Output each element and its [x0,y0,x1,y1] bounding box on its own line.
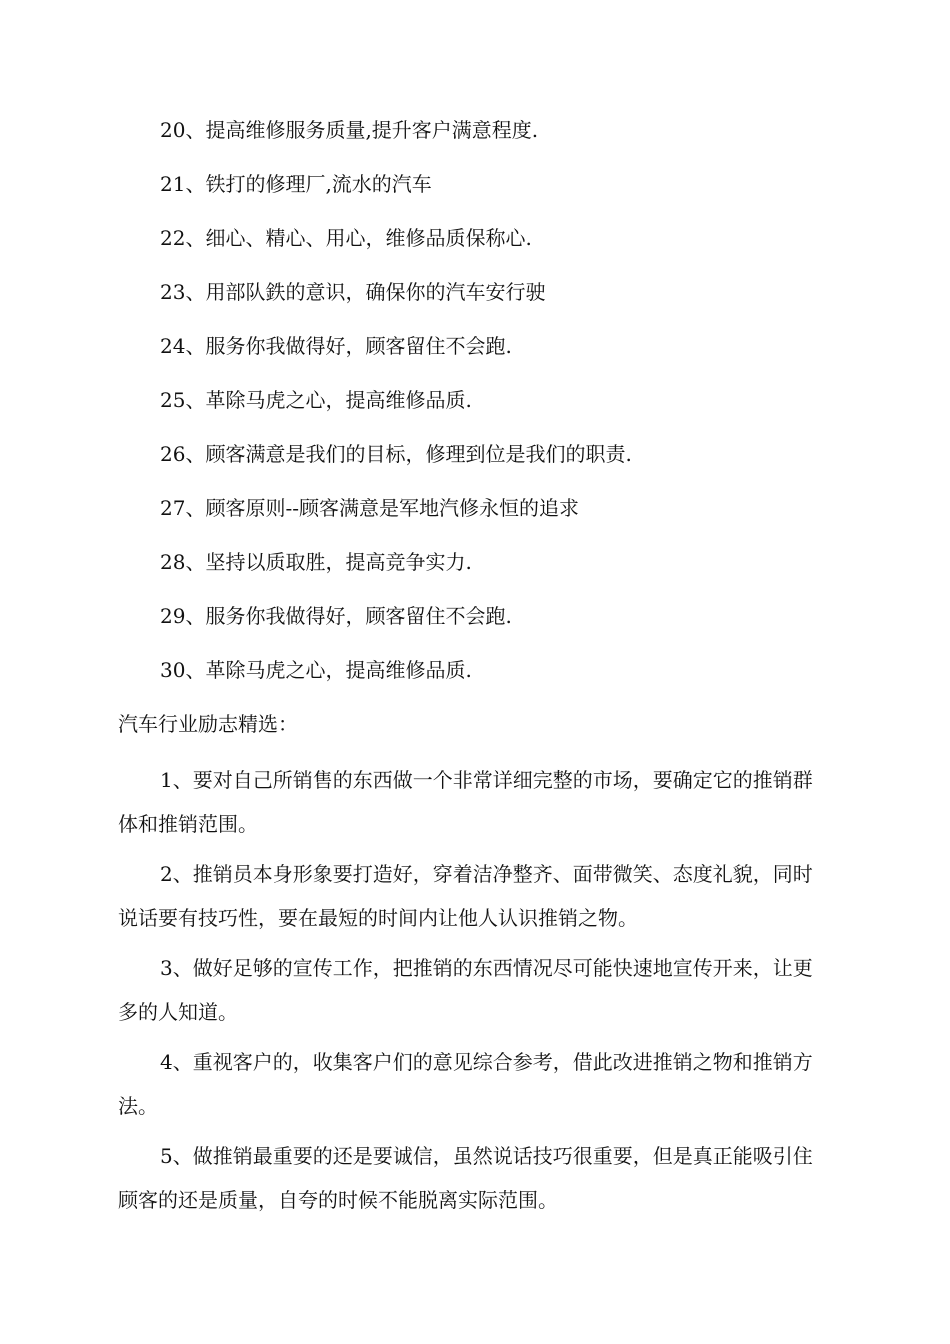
slogan-line: 20、提高维修服务质量,提升客户满意程度. [160,118,539,142]
tip-paragraph: 1、要对自己所销售的东西做一个非常详细完整的市场，要确定它的推销群体和推销范围。 [118,768,813,836]
tip-paragraph: 2、推销员本身形象要打造好，穿着洁净整齐、面带微笑、态度礼貌，同时说话要有技巧性，要在最短的时间内让他人认识推销之物。 [118,862,813,930]
slogan-line: 21、铁打的修理厂,流水的汽车 [160,172,432,196]
slogan-line: 23、用部队鉄的意识，确保你的汽车安行驶 [160,280,546,304]
slogan-line: 27、顾客原则--顾客满意是军地汽修永恒的追求 [160,496,579,520]
section-heading: 汽车行业励志精选： [118,712,298,736]
tip-paragraph: 4、重视客户的，收集客户们的意见综合参考，借此改进推销之物和推销方法。 [118,1050,813,1118]
slogan-line: 28、坚持以质取胜，提高竞争实力. [160,550,472,574]
slogan-line: 26、顾客满意是我们的目标，修理到位是我们的职责. [160,442,632,466]
tip-paragraph: 5、做推销最重要的还是要诚信，虽然说话技巧很重要，但是真正能吸引住顾客的还是质量，自夸的时候不能脱离实际范围。 [118,1144,813,1212]
slogan-line: 30、革除马虎之心，提高维修品质. [160,658,472,682]
tip-paragraph: 3、做好足够的宣传工作，把推销的东西情况尽可能快速地宣传开来，让更多的人知道。 [118,956,813,1024]
slogan-line: 22、细心、精心、用心，维修品质保称心. [160,226,532,250]
slogan-line: 25、革除马虎之心，提高维修品质. [160,388,472,412]
slogan-line: 24、服务你我做得好，顾客留住不会跑. [160,334,512,358]
slogan-line: 29、服务你我做得好，顾客留住不会跑. [160,604,512,628]
